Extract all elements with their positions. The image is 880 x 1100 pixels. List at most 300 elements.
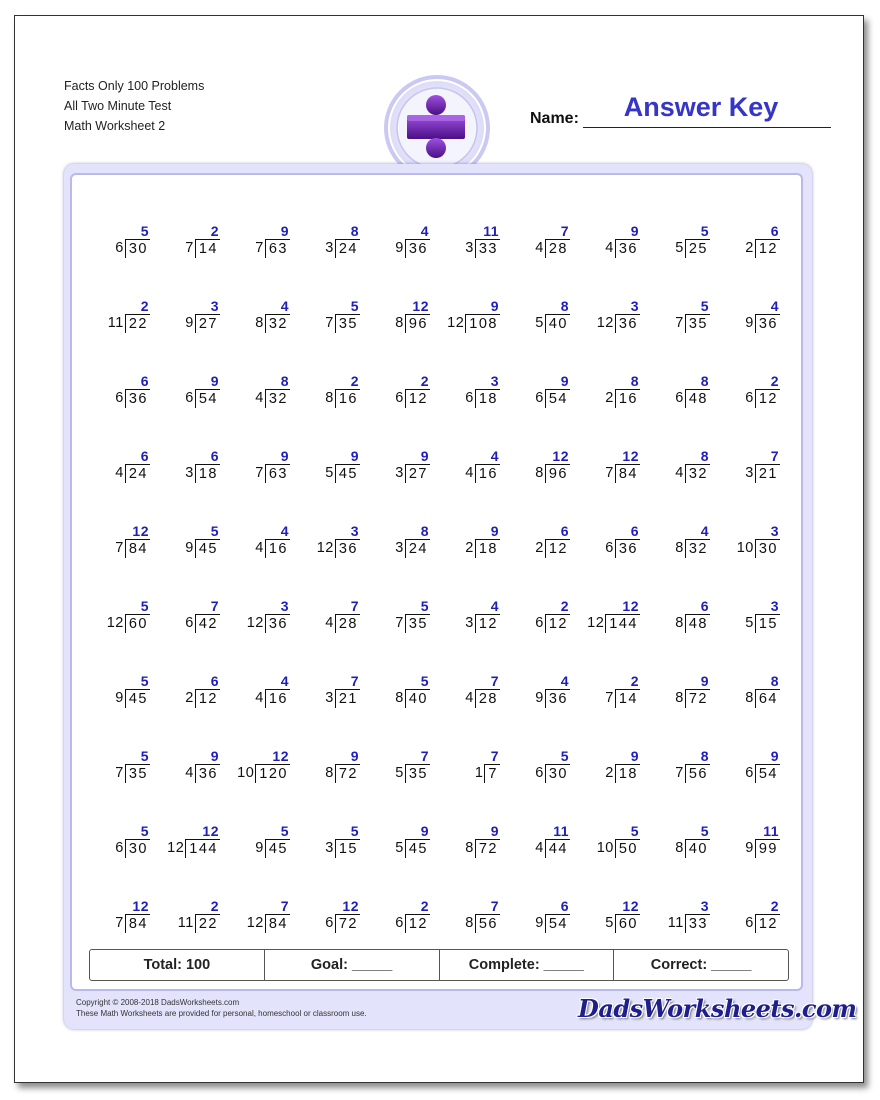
quotient-answer: 7 — [420, 748, 429, 764]
divisor: 3 — [395, 540, 404, 556]
division-problem — [437, 667, 507, 742]
problem-layout — [605, 373, 640, 408]
dividend: 36 — [335, 539, 360, 558]
dividend: 99 — [755, 839, 780, 858]
division-bracket — [535, 689, 570, 708]
problem-layout — [247, 898, 290, 933]
divisor: 9 — [185, 315, 194, 331]
division-bracket — [255, 539, 290, 558]
dividend: 84 — [615, 464, 640, 483]
division-bracket — [185, 614, 220, 633]
division-bracket — [395, 539, 430, 558]
quotient-answer: 12 — [132, 523, 149, 539]
correct-cell: Correct: _____ — [650, 957, 752, 973]
division-bracket — [745, 689, 780, 708]
quotient-answer: 8 — [700, 448, 709, 464]
division-bracket — [535, 764, 570, 783]
divisor: 5 — [395, 765, 404, 781]
division-problem — [87, 217, 157, 292]
dividend: 56 — [685, 764, 710, 783]
problem-layout — [115, 523, 150, 558]
usage-notice: These Math Worksheets are provided for personal, homeschool or classroom use. — [76, 1009, 367, 1018]
divisor: 9 — [185, 540, 194, 556]
division-problem — [437, 817, 507, 892]
dividend: 48 — [685, 389, 710, 408]
dividend: 12 — [755, 239, 780, 258]
title-line-1: Facts Only 100 Problems — [64, 79, 205, 93]
dividend: 108 — [465, 314, 500, 333]
divisor: 3 — [325, 690, 334, 706]
quotient-answer: 5 — [700, 298, 709, 314]
dividend: 18 — [195, 464, 220, 483]
division-problem — [297, 592, 367, 667]
division-bracket — [178, 914, 220, 933]
division-bracket — [447, 314, 500, 333]
division-bracket — [255, 389, 290, 408]
division-bracket — [745, 314, 780, 333]
division-problem — [227, 742, 297, 817]
division-bracket — [745, 839, 780, 858]
division-bracket — [745, 764, 780, 783]
division-problem — [577, 667, 647, 742]
quotient-answer: 7 — [560, 223, 569, 239]
dividend: 42 — [195, 614, 220, 633]
quotient-answer: 7 — [490, 898, 499, 914]
division-problem — [717, 742, 787, 817]
division-problem — [157, 292, 227, 367]
dividend: 72 — [335, 914, 360, 933]
dividend: 84 — [125, 539, 150, 558]
problem-layout — [605, 448, 640, 483]
divisor: 8 — [745, 690, 754, 706]
division-bracket — [395, 314, 430, 333]
divisor: 6 — [745, 390, 754, 406]
dividend: 27 — [405, 464, 430, 483]
division-bracket — [317, 539, 360, 558]
quotient-answer: 7 — [210, 598, 219, 614]
problem-layout — [255, 373, 290, 408]
dividend: 36 — [755, 314, 780, 333]
quotient-answer: 3 — [700, 898, 709, 914]
quotient-answer: 12 — [342, 898, 359, 914]
dividend: 96 — [405, 314, 430, 333]
quotient-answer: 6 — [770, 223, 779, 239]
quotient-answer: 9 — [630, 748, 639, 764]
divisor: 3 — [395, 465, 404, 481]
dividend: 45 — [125, 689, 150, 708]
division-problem — [647, 667, 717, 742]
division-bracket — [605, 764, 640, 783]
division-bracket — [675, 464, 710, 483]
quotient-answer: 5 — [420, 673, 429, 689]
dividend: 18 — [615, 764, 640, 783]
divisor: 6 — [395, 390, 404, 406]
quotient-answer: 9 — [770, 748, 779, 764]
division-problem — [297, 367, 367, 442]
problem-layout — [255, 298, 290, 333]
quotient-answer: 4 — [490, 448, 499, 464]
quotient-answer: 6 — [140, 448, 149, 464]
divisor: 7 — [115, 765, 124, 781]
division-problem — [717, 817, 787, 892]
division-bracket — [395, 764, 430, 783]
division-bracket — [185, 314, 220, 333]
division-problem — [647, 367, 717, 442]
quotient-answer: 8 — [700, 373, 709, 389]
problem-layout — [185, 298, 220, 333]
quotient-answer: 2 — [210, 223, 219, 239]
division-bracket — [605, 389, 640, 408]
division-problem — [297, 517, 367, 592]
divisor: 6 — [535, 390, 544, 406]
problem-layout — [185, 748, 220, 783]
problem-layout — [745, 748, 780, 783]
problem-layout — [605, 673, 640, 708]
problem-layout — [255, 523, 290, 558]
division-bracket — [675, 314, 710, 333]
quotient-answer: 8 — [350, 223, 359, 239]
quotient-answer: 12 — [622, 598, 639, 614]
division-problem — [87, 442, 157, 517]
dividend: 36 — [265, 614, 290, 633]
dividend: 32 — [265, 389, 290, 408]
division-bracket — [587, 614, 640, 633]
problems-panel — [70, 173, 803, 991]
quotient-answer: 9 — [210, 373, 219, 389]
problem-layout — [535, 223, 570, 258]
quotient-answer: 9 — [210, 748, 219, 764]
problem-layout — [465, 598, 500, 633]
quotient-answer: 5 — [140, 598, 149, 614]
problem-layout — [395, 898, 430, 933]
quotient-answer: 5 — [560, 748, 569, 764]
divisor: 8 — [675, 690, 684, 706]
quotient-answer: 8 — [770, 673, 779, 689]
complete-cell: Complete: _____ — [440, 950, 615, 980]
divisor: 9 — [745, 840, 754, 856]
dividend: 7 — [484, 764, 500, 783]
quotient-answer: 4 — [490, 598, 499, 614]
quotient-answer: 8 — [560, 298, 569, 314]
division-bracket — [115, 239, 150, 258]
quotient-answer: 2 — [630, 673, 639, 689]
quotient-answer: 5 — [280, 823, 289, 839]
dividend: 54 — [195, 389, 220, 408]
dividend: 144 — [185, 839, 220, 858]
problem-layout — [325, 298, 360, 333]
division-problem — [717, 217, 787, 292]
problem-layout — [108, 298, 150, 333]
quotient-answer: 9 — [630, 223, 639, 239]
division-bracket — [745, 614, 780, 633]
division-problem — [647, 742, 717, 817]
problem-layout — [745, 223, 780, 258]
division-problem — [227, 367, 297, 442]
division-bracket — [395, 614, 430, 633]
problem-layout — [535, 373, 570, 408]
divisor: 9 — [745, 315, 754, 331]
dividend: 21 — [755, 464, 780, 483]
problem-layout — [535, 673, 570, 708]
divisor: 3 — [325, 240, 334, 256]
division-bracket — [325, 839, 360, 858]
problem-layout — [317, 523, 360, 558]
quotient-answer: 11 — [553, 823, 569, 839]
problem-layout — [535, 298, 570, 333]
problem-layout — [395, 298, 430, 333]
divisor: 9 — [535, 915, 544, 931]
worksheet-title-block — [64, 76, 204, 136]
divisor: 9 — [255, 840, 264, 856]
quotient-answer: 4 — [280, 523, 289, 539]
divisor: 4 — [255, 540, 264, 556]
division-bracket — [167, 839, 220, 858]
divisor: 3 — [325, 840, 334, 856]
division-bracket — [465, 539, 500, 558]
quotient-answer: 12 — [272, 748, 289, 764]
problem-layout — [325, 223, 360, 258]
division-problem — [367, 292, 437, 367]
problem-layout — [605, 223, 640, 258]
quotient-answer: 9 — [490, 523, 499, 539]
dividend: 60 — [125, 614, 150, 633]
division-problem — [227, 592, 297, 667]
division-bracket — [535, 314, 570, 333]
divisor: 6 — [465, 390, 474, 406]
problem-row — [87, 742, 787, 817]
dividend: 72 — [685, 689, 710, 708]
problem-layout — [115, 448, 150, 483]
quotient-answer: 9 — [420, 823, 429, 839]
problem-layout — [185, 598, 220, 633]
division-problem — [227, 817, 297, 892]
quotient-answer: 9 — [700, 673, 709, 689]
problem-layout — [325, 373, 360, 408]
division-problem — [157, 442, 227, 517]
dividend: 40 — [545, 314, 570, 333]
problem-layout — [395, 448, 430, 483]
dividend: 44 — [545, 839, 570, 858]
divisor: 7 — [395, 615, 404, 631]
division-problem — [577, 367, 647, 442]
division-problem — [297, 742, 367, 817]
quotient-answer: 9 — [350, 448, 359, 464]
brand-logo[interactable]: DadsWorksheets.com — [578, 994, 857, 1023]
dividend: 56 — [475, 914, 500, 933]
division-bracket — [247, 614, 290, 633]
quotient-answer: 6 — [630, 523, 639, 539]
problem-layout — [115, 223, 150, 258]
divisor: 2 — [185, 690, 194, 706]
problem-layout — [675, 223, 710, 258]
divisor: 1 — [474, 765, 484, 781]
name-field-line[interactable] — [583, 127, 831, 128]
division-bracket — [465, 389, 500, 408]
division-bracket — [675, 539, 710, 558]
divisor: 12 — [246, 915, 264, 931]
problem-layout — [597, 823, 640, 858]
division-problem — [297, 667, 367, 742]
total-cell: Total: 100 — [90, 950, 265, 980]
dividend: 72 — [335, 764, 360, 783]
divisor: 7 — [115, 915, 124, 931]
dividend: 12 — [475, 614, 500, 633]
quotient-answer: 5 — [140, 748, 149, 764]
division-bracket — [745, 389, 780, 408]
divisor: 8 — [675, 540, 684, 556]
dividend: 28 — [545, 239, 570, 258]
problem-layout — [465, 898, 500, 933]
divisor: 2 — [465, 540, 474, 556]
quotient-answer: 12 — [412, 298, 429, 314]
division-problem — [157, 667, 227, 742]
division-bracket — [535, 539, 570, 558]
quotient-answer: 12 — [622, 898, 639, 914]
divisor: 12 — [167, 840, 185, 856]
quotient-answer: 2 — [770, 373, 779, 389]
quotient-answer: 5 — [350, 298, 359, 314]
division-bracket — [535, 614, 570, 633]
problem-layout — [745, 673, 780, 708]
division-bracket — [115, 689, 150, 708]
problems-frame — [64, 164, 812, 1029]
divisor: 6 — [395, 915, 404, 931]
division-problem — [577, 292, 647, 367]
divisor: 6 — [325, 915, 334, 931]
division-problem — [437, 292, 507, 367]
divisor: 4 — [325, 615, 334, 631]
division-bracket — [535, 464, 570, 483]
dividend: 33 — [685, 914, 710, 933]
divisor: 6 — [115, 390, 124, 406]
dividend: 12 — [755, 389, 780, 408]
quotient-answer: 12 — [202, 823, 219, 839]
divisor: 6 — [115, 840, 124, 856]
division-problem — [87, 592, 157, 667]
dividend: 64 — [755, 689, 780, 708]
division-problem — [367, 592, 437, 667]
division-problem — [577, 217, 647, 292]
divisor: 2 — [745, 240, 754, 256]
problem-layout — [325, 448, 360, 483]
division-problem — [437, 592, 507, 667]
divisor: 11 — [667, 915, 684, 931]
quotient-answer: 5 — [140, 823, 149, 839]
problem-layout — [395, 748, 430, 783]
divisor: 5 — [745, 615, 754, 631]
division-bracket — [535, 914, 570, 933]
division-problem — [87, 517, 157, 592]
dividend: 16 — [335, 389, 360, 408]
quotient-answer: 9 — [490, 298, 499, 314]
division-bracket — [605, 914, 640, 933]
quotient-answer: 12 — [552, 448, 569, 464]
dividend: 16 — [615, 389, 640, 408]
divisor: 6 — [605, 540, 614, 556]
dividend: 36 — [125, 389, 150, 408]
quotient-answer: 8 — [420, 523, 429, 539]
division-bracket — [395, 389, 430, 408]
divisor: 12 — [316, 540, 334, 556]
quotient-answer: 4 — [560, 673, 569, 689]
divisor: 6 — [115, 240, 124, 256]
division-problem — [227, 667, 297, 742]
dividend: 54 — [755, 764, 780, 783]
problem-layout — [745, 898, 780, 933]
division-problem — [437, 217, 507, 292]
quotient-answer: 6 — [140, 373, 149, 389]
quotient-answer: 6 — [210, 673, 219, 689]
problem-layout — [745, 823, 780, 858]
name-label: Name: — [530, 110, 579, 127]
division-bracket — [465, 689, 500, 708]
division-problem — [367, 667, 437, 742]
dividend: 40 — [685, 839, 710, 858]
division-problem — [647, 217, 717, 292]
dividend: 36 — [615, 314, 640, 333]
dividend: 15 — [755, 614, 780, 633]
dividend: 14 — [195, 239, 220, 258]
problem-layout — [115, 898, 150, 933]
problem-layout — [185, 448, 220, 483]
division-problem — [367, 517, 437, 592]
problem-layout — [325, 748, 360, 783]
division-problem — [507, 667, 577, 742]
divisor: 6 — [185, 615, 194, 631]
divisor: 3 — [465, 615, 474, 631]
problem-layout — [745, 448, 780, 483]
dividend: 54 — [545, 914, 570, 933]
dividend: 30 — [545, 764, 570, 783]
division-problem — [87, 742, 157, 817]
division-bracket — [325, 464, 360, 483]
divisor: 5 — [675, 240, 684, 256]
dividend: 36 — [615, 539, 640, 558]
divisor: 12 — [246, 615, 264, 631]
division-problem — [367, 442, 437, 517]
problem-layout — [605, 898, 640, 933]
problem-layout — [745, 598, 780, 633]
dividend: 32 — [685, 464, 710, 483]
problem-layout — [185, 523, 220, 558]
dividend: 35 — [405, 764, 430, 783]
division-bracket — [675, 389, 710, 408]
divisor: 3 — [185, 465, 194, 481]
problem-layout — [675, 823, 710, 858]
problem-layout — [185, 223, 220, 258]
quotient-answer: 4 — [770, 298, 779, 314]
problem-layout — [668, 898, 710, 933]
dividend: 12 — [545, 539, 570, 558]
divisor: 4 — [535, 240, 544, 256]
goal-cell: Goal: _____ — [265, 950, 440, 980]
division-bracket — [325, 689, 360, 708]
division-bracket — [605, 239, 640, 258]
division-bracket — [325, 314, 360, 333]
problem-layout — [465, 823, 500, 858]
division-problem — [367, 217, 437, 292]
dividend: 84 — [125, 914, 150, 933]
quotient-answer: 8 — [280, 373, 289, 389]
division-bracket — [605, 689, 640, 708]
division-bracket — [675, 689, 710, 708]
divisor: 7 — [605, 690, 614, 706]
division-problem — [577, 742, 647, 817]
division-bracket — [185, 464, 220, 483]
division-bracket — [675, 614, 710, 633]
problem-layout — [465, 523, 500, 558]
divisor: 6 — [675, 390, 684, 406]
